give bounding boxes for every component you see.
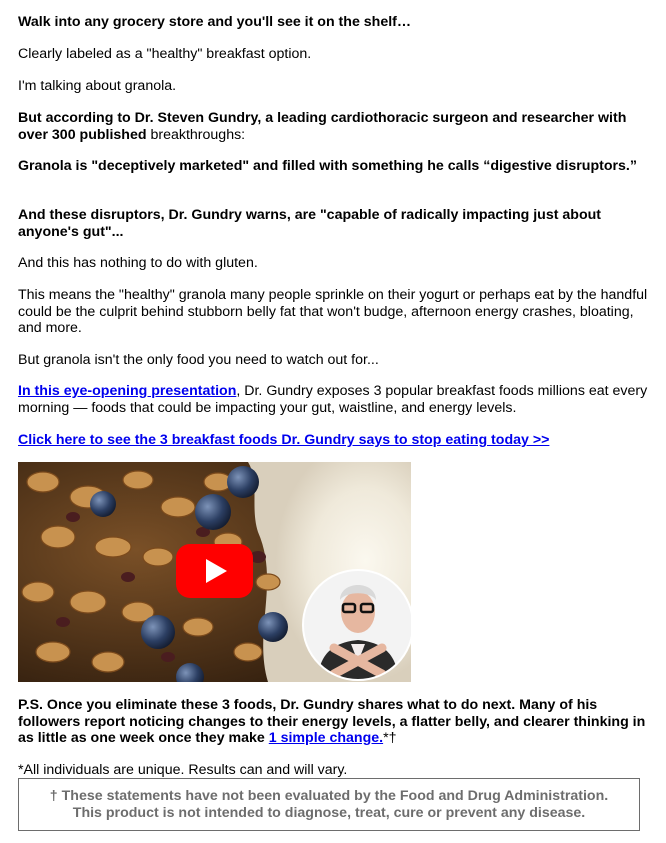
fda-disclaimer-line-1: † These statements have not been evaluated by the Food and Drug Administration.	[49, 788, 609, 804]
belly-fat-paragraph: This means the "healthy" granola many people sprinkle on their yogurt or perhaps eat by the handful could be the culprit behind stubborn belly fat that won't budge, afternoon energy crashes, bloating, and more.	[18, 287, 648, 336]
video-thumbnail-image	[18, 462, 411, 682]
presentation-paragraph	[18, 383, 648, 416]
gundry-credentials-paragraph	[18, 110, 648, 143]
play-icon[interactable]	[176, 544, 253, 598]
ps-tail-marks: *†	[383, 730, 397, 746]
disruptors-warning-paragraph: And these disruptors, Dr. Gundry warns, are "capable of radically impacting just about anyone's gut"...	[18, 207, 602, 240]
fda-disclaimer-line-2: This product is not intended to diagnose, treat, cure or prevent any disease.	[72, 804, 586, 821]
results-note: *All individuals are unique. Results can and will vary.	[18, 762, 348, 778]
presentation-text: , Dr. Gundry exposes 3 popular breakfast foods millions eat every morning — foods that could be impacting your gut, waistline, and energy levels.	[18, 383, 648, 416]
gluten-line: And this has nothing to do with gluten.	[18, 255, 258, 271]
simple-change-link[interactable]: 1 simple change.	[268, 730, 384, 746]
video-thumbnail[interactable]	[18, 462, 411, 682]
ps-bold-text: P.S. Once you eliminate these 3 foods, Dr. Gundry shares what to do next. Many of his followers report noticing changes to their energy levels, a flatter belly, and clearer thinking in as little as one week once they make	[18, 697, 646, 746]
fda-disclaimer-box	[18, 778, 640, 831]
credentials-bold-text: But according to Dr. Steven Gundry, a leading cardiothoracic surgeon and researcher with over 300 published	[18, 110, 627, 143]
cta-link[interactable]: Click here to see the 3 breakfast foods Dr. Gundry says to stop eating today >>	[18, 432, 550, 448]
granola-line: I'm talking about granola.	[18, 78, 177, 94]
ps-paragraph	[18, 697, 648, 747]
cta-paragraph	[18, 432, 648, 449]
intro-line: Walk into any grocery store and you'll see it on the shelf…	[18, 14, 412, 30]
watch-out-line: But granola isn't the only food you need to watch out for...	[18, 352, 379, 368]
credentials-normal-text: breakthroughs:	[146, 126, 246, 143]
marketing-claim-paragraph: Granola is "deceptively marketed" and filled with something he calls “digestive disruptors.”	[18, 158, 637, 174]
presentation-link[interactable]: In this eye-opening presentation	[18, 383, 237, 399]
healthy-label-line: Clearly labeled as a "healthy" breakfast option.	[18, 46, 312, 62]
